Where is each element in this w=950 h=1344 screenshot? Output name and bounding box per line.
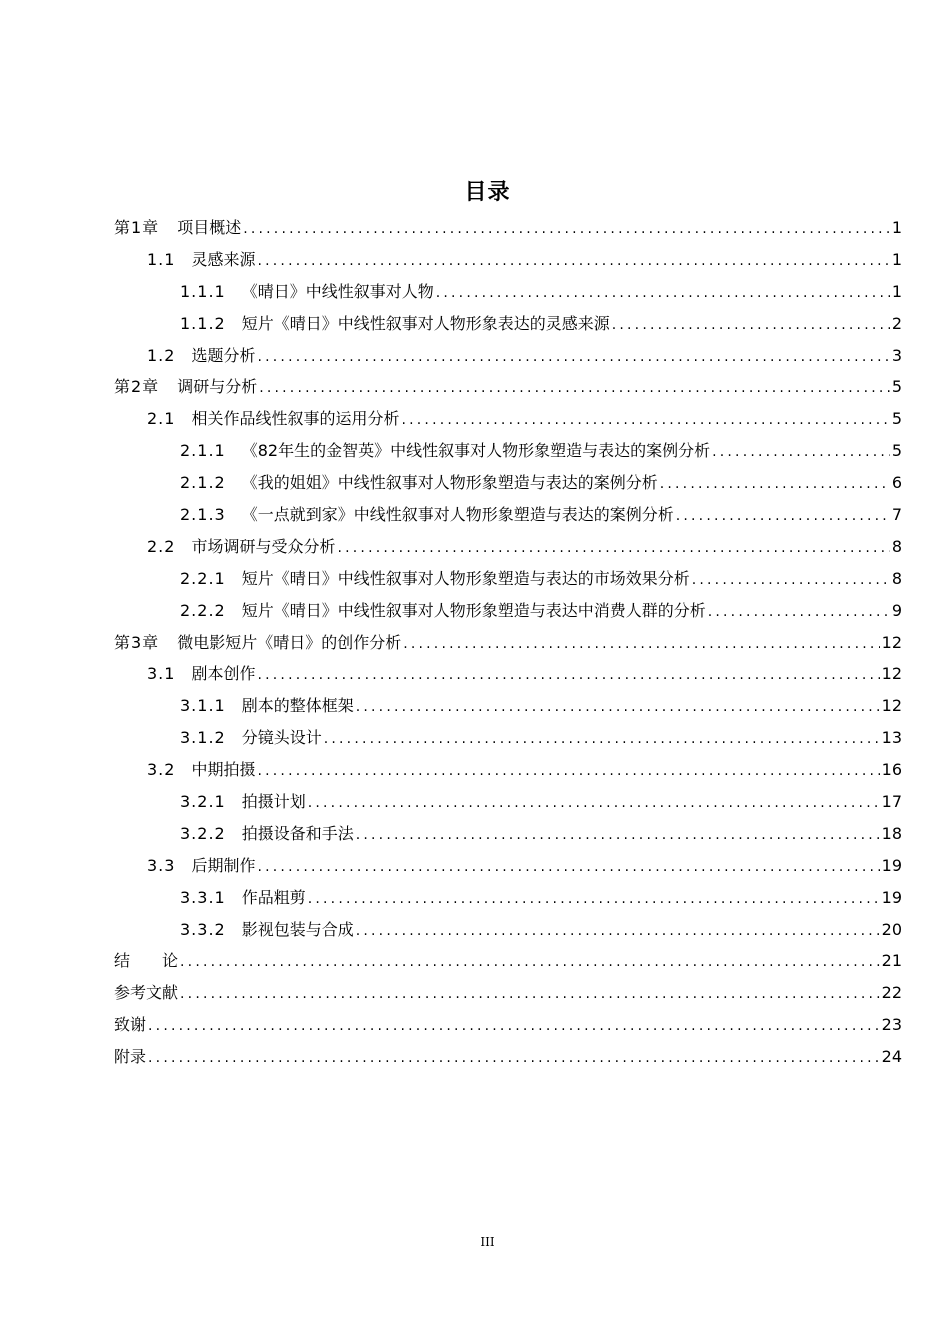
- toc-entry-number: 2.1.2: [180, 473, 226, 493]
- toc-entry[interactable]: [114, 882, 902, 914]
- toc-entry-number: 3.2.2: [180, 823, 226, 843]
- toc-dot-leader: [612, 310, 890, 342]
- toc-entry-title: 附录: [114, 1047, 147, 1067]
- toc-dot-leader: [692, 565, 890, 597]
- toc-entry-number: 2.2: [147, 536, 176, 556]
- toc-entry-page-number: 6: [891, 473, 902, 493]
- table-of-contents: [114, 212, 902, 1073]
- toc-dot-leader: [257, 342, 889, 374]
- toc-entry-page-number: 16: [881, 760, 902, 780]
- toc-entry-number: 2.2.2: [180, 600, 226, 620]
- toc-entry-number: 2.1.1: [180, 441, 226, 461]
- toc-dot-leader: [712, 437, 890, 469]
- toc-entry-page-number: 23: [881, 1015, 902, 1035]
- toc-entry-title: 短片《晴日》中线性叙事对人物形象塑造与表达的市场效果分析: [241, 568, 690, 588]
- toc-entry-page-number: 22: [881, 983, 902, 1003]
- page-title: 目录: [464, 180, 511, 205]
- toc-entry[interactable]: [114, 786, 902, 818]
- toc-entry-page-number: 2: [891, 313, 902, 333]
- toc-entry-page-number: 5: [891, 409, 902, 429]
- toc-entry-title: 《我的姐姐》中线性叙事对人物形象塑造与表达的案例分析: [241, 473, 658, 493]
- toc-entry[interactable]: [114, 595, 902, 627]
- toc-entry[interactable]: [114, 276, 902, 308]
- toc-entry-number: 2.1: [147, 409, 176, 429]
- toc-entry-number: 第2章: [114, 377, 160, 397]
- toc-entry-number: 1.2: [147, 345, 176, 365]
- toc-entry-page-number: 5: [891, 377, 902, 397]
- toc-entry-number: 3.3.2: [180, 919, 226, 939]
- toc-entry-number: 1.1.2: [180, 313, 226, 333]
- toc-dot-leader: [180, 979, 880, 1011]
- toc-entry-number: 3.2: [147, 760, 176, 780]
- toc-entry-page-number: 1: [891, 281, 902, 301]
- toc-entry[interactable]: [114, 467, 902, 499]
- toc-entry-page-number: 1: [891, 249, 902, 269]
- toc-entry-number: 3.3.1: [180, 887, 226, 907]
- toc-entry-title: 调研与分析: [177, 377, 258, 397]
- toc-entry-title: 相关作品线性叙事的运用分析: [191, 409, 400, 429]
- toc-dot-leader: [257, 852, 879, 884]
- toc-dot-leader: [259, 373, 890, 405]
- toc-entry-page-number: 12: [881, 632, 902, 652]
- toc-entry-title: 参考文献: [114, 983, 179, 1003]
- toc-entry-title: 结 论: [114, 951, 179, 971]
- toc-entry[interactable]: [114, 690, 902, 722]
- toc-entry-number: 3.1: [147, 664, 176, 684]
- toc-entry-page-number: 8: [891, 568, 902, 588]
- toc-entry-title: 《晴日》中线性叙事对人物: [241, 281, 434, 301]
- toc-entry-number: 1.1.1: [180, 281, 226, 301]
- toc-entry-page-number: 5: [891, 441, 902, 461]
- toc-entry-number: 2.2.1: [180, 568, 226, 588]
- toc-entry[interactable]: [114, 212, 902, 244]
- toc-entry-title: 拍摄设备和手法: [241, 823, 354, 843]
- toc-entry-page-number: 24: [881, 1047, 902, 1067]
- toc-dot-leader: [708, 597, 890, 629]
- toc-dot-leader: [180, 947, 880, 979]
- toc-entry-page-number: 13: [881, 728, 902, 748]
- toc-entry-title: 中期拍摄: [191, 760, 256, 780]
- toc-entry-page-number: 3: [891, 345, 902, 365]
- toc-dot-leader: [148, 1011, 880, 1043]
- toc-entry-page-number: 20: [881, 919, 902, 939]
- toc-entry[interactable]: [114, 627, 902, 659]
- toc-entry-number: 2.1.3: [180, 505, 226, 525]
- toc-entry-page-number: 12: [881, 664, 902, 684]
- toc-entry-title: 项目概述: [177, 218, 242, 237]
- toc-dot-leader: [257, 246, 889, 278]
- toc-dot-leader: [676, 501, 890, 533]
- toc-entry-number: 1.1: [147, 249, 176, 269]
- toc-entry[interactable]: [114, 1009, 902, 1041]
- toc-entry-title: 市场调研与受众分析: [191, 536, 336, 556]
- toc-entry-number: 第1章: [114, 218, 160, 237]
- toc-entry-page-number: 18: [881, 823, 902, 843]
- toc-entry-title: 拍摄计划: [241, 792, 306, 812]
- toc-entry[interactable]: [114, 945, 902, 977]
- toc-entry[interactable]: [114, 850, 902, 882]
- toc-entry[interactable]: [114, 435, 902, 467]
- toc-entry-number: 3.1.1: [180, 696, 226, 716]
- toc-entry-title: 短片《晴日》中线性叙事对人物形象表达的灵感来源: [241, 313, 610, 333]
- toc-dot-leader: [257, 660, 879, 692]
- toc-dot-leader: [337, 533, 889, 565]
- toc-entry-title: 《一点就到家》中线性叙事对人物形象塑造与表达的案例分析: [241, 505, 674, 525]
- toc-entry[interactable]: [114, 244, 902, 276]
- toc-dot-leader: [401, 405, 889, 437]
- toc-entry[interactable]: [114, 499, 902, 531]
- toc-entry-number: 3.1.2: [180, 728, 226, 748]
- toc-entry-title: 分镜头设计: [241, 728, 322, 748]
- toc-entry[interactable]: [114, 818, 902, 850]
- toc-entry-page-number: 17: [881, 792, 902, 812]
- toc-dot-leader: [356, 916, 880, 948]
- toc-dot-leader: [257, 756, 879, 788]
- toc-entry[interactable]: [114, 563, 902, 595]
- toc-entry-page-number: 12: [881, 696, 902, 716]
- toc-entry-title: 影视包装与合成: [241, 919, 354, 939]
- toc-entry[interactable]: [114, 977, 902, 1009]
- toc-dot-leader: [308, 884, 880, 916]
- toc-entry-page-number: 1: [891, 218, 902, 237]
- toc-entry-number: 第3章: [114, 632, 160, 652]
- toc-entry-title: 剧本的整体框架: [241, 696, 354, 716]
- toc-entry[interactable]: [114, 722, 902, 754]
- toc-entry[interactable]: [114, 340, 902, 372]
- toc-dot-leader: [436, 278, 890, 310]
- toc-dot-leader: [660, 469, 890, 501]
- toc-entry-title: 微电影短片《晴日》的创作分析: [177, 632, 402, 652]
- toc-entry[interactable]: [114, 754, 902, 786]
- toc-entry[interactable]: [114, 531, 902, 563]
- toc-entry-page-number: 9: [891, 600, 902, 620]
- toc-dot-leader: [324, 724, 880, 756]
- toc-entry-page-number: 7: [891, 505, 902, 525]
- toc-dot-leader: [356, 692, 880, 724]
- toc-dot-leader: [148, 1043, 880, 1075]
- toc-entry-number: 3.2.1: [180, 792, 226, 812]
- toc-entry-title: 短片《晴日》中线性叙事对人物形象塑造与表达中消费人群的分析: [241, 600, 706, 620]
- toc-entry[interactable]: [114, 308, 902, 340]
- toc-entry-page-number: 21: [881, 951, 902, 971]
- toc-entry[interactable]: [114, 371, 902, 403]
- toc-entry-title: 致谢: [114, 1015, 147, 1035]
- toc-entry-page-number: 19: [881, 855, 902, 875]
- toc-entry-number: 3.3: [147, 855, 176, 875]
- toc-entry-title: 作品粗剪: [241, 887, 306, 907]
- toc-dot-leader: [356, 820, 880, 852]
- toc-entry[interactable]: [114, 403, 902, 435]
- toc-entry[interactable]: [114, 1041, 902, 1073]
- toc-entry-title: 《82年生的金智英》中线性叙事对人物形象塑造与表达的案例分析: [241, 441, 711, 461]
- page-number-footer: III: [480, 1235, 495, 1249]
- toc-entry-page-number: 8: [891, 536, 902, 556]
- toc-entry[interactable]: [114, 914, 902, 946]
- toc-dot-leader: [403, 629, 879, 661]
- toc-entry-title: 选题分析: [191, 345, 256, 365]
- toc-entry-title: 剧本创作: [191, 664, 256, 684]
- toc-entry-title: 后期制作: [191, 855, 256, 875]
- toc-entry-page-number: 19: [881, 887, 902, 907]
- toc-entry[interactable]: [114, 658, 902, 690]
- toc-dot-leader: [243, 214, 890, 246]
- toc-dot-leader: [308, 788, 880, 820]
- toc-entry-title: 灵感来源: [191, 249, 256, 269]
